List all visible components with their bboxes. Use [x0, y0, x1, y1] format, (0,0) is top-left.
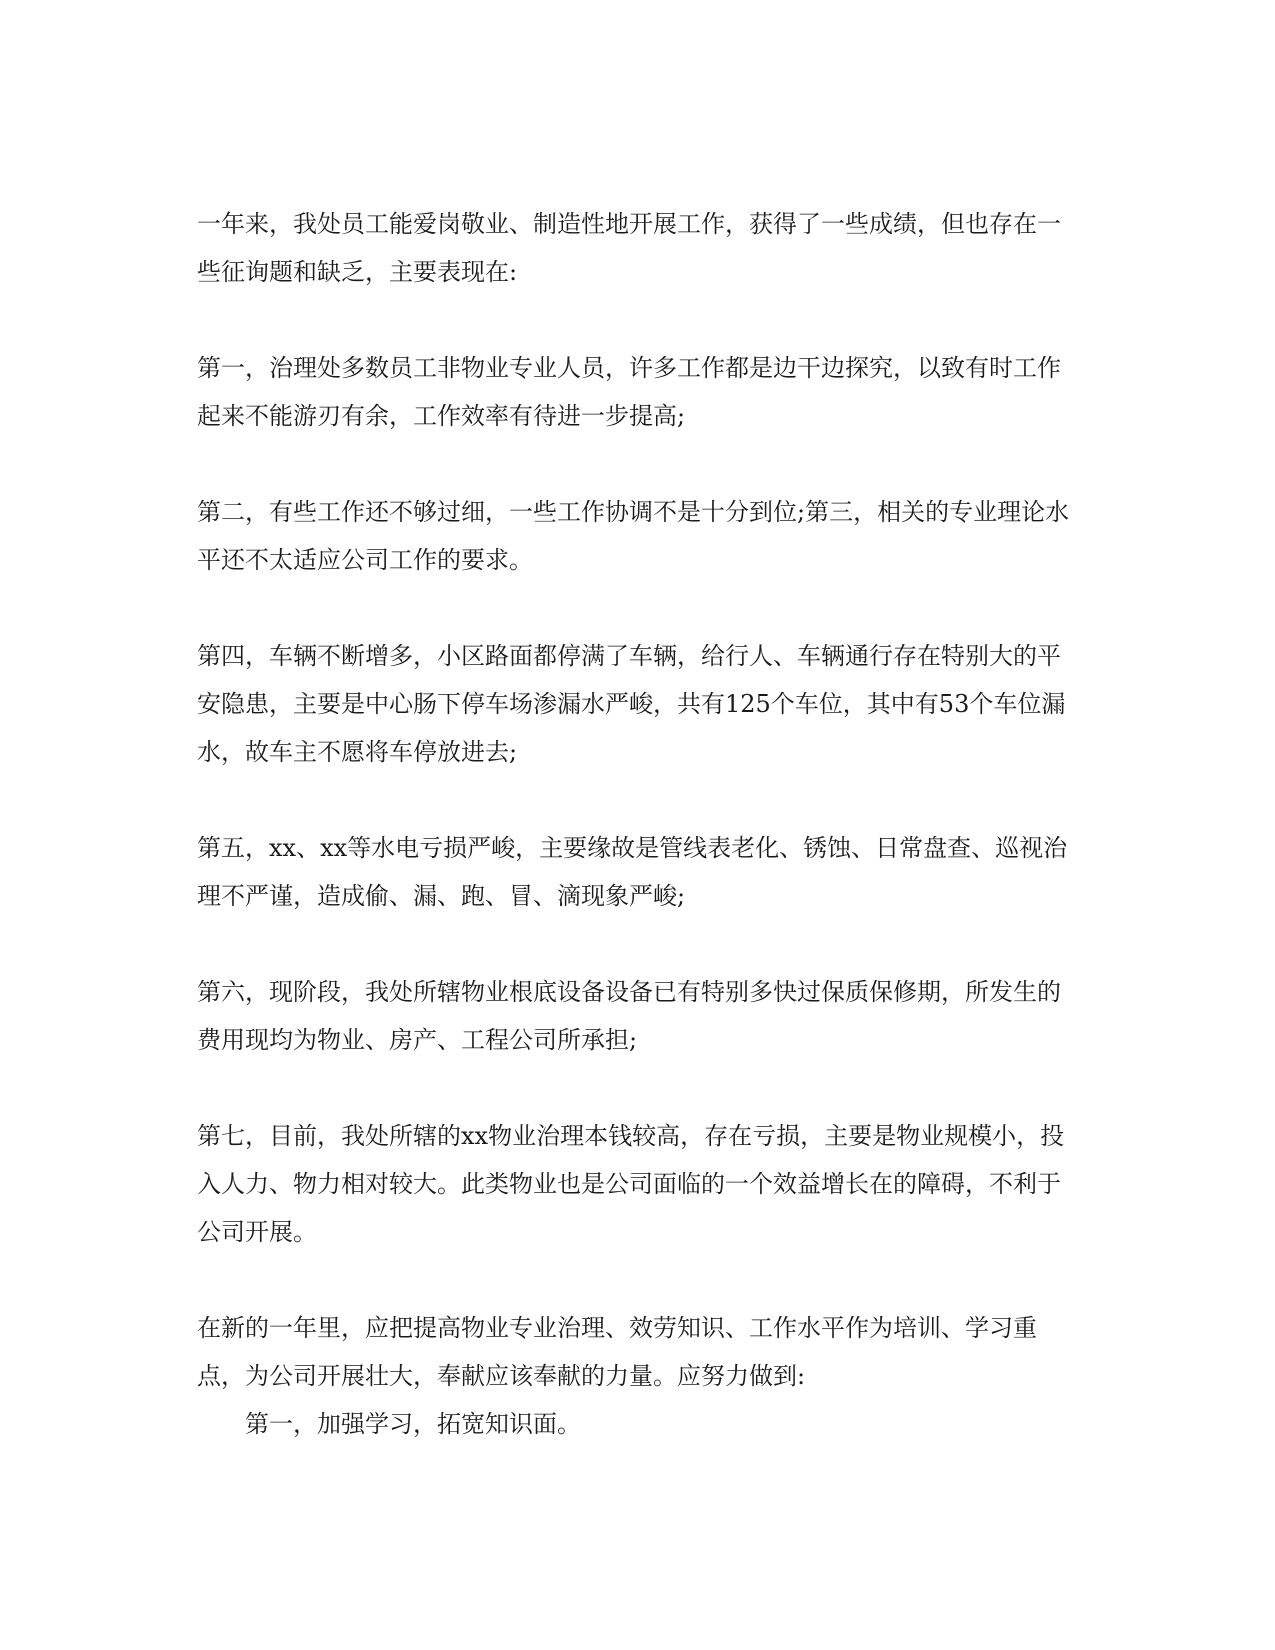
paragraph-issue-4: 第四，车辆不断增多，小区路面都停满了车辆，给行人、车辆通行存在特别大的平安隐患，主要是中心肠下停车场渗漏水严峻，共有125个车位，其中有53个车位漏水，故车主不愿将车停放进去; — [197, 642, 1066, 766]
paragraph-issue-6: 第六，现阶段，我处所辖物业根底设备设备已有特别多快过保质保修期，所发生的费用现均为物业、房产、工程公司所承担; — [197, 978, 1061, 1054]
paragraph-plan: 在新的一年里，应把提高物业专业治理、效劳知识、工作水平作为培训、学习重点，为公司开展壮大，奉献应该奉献的力量。应努力做到: — [197, 1314, 1037, 1390]
paragraph-intro: 一年来，我处员工能爱岗敬业、制造性地开展工作，获得了一些成绩，但也存在一些征询题和缺乏，主要表现在: — [197, 210, 1061, 286]
paragraph-issue-7: 第七，目前，我处所辖的xx物业治理本钱较高，存在亏损，主要是物业规模小，投入人力、物力相对较大。此类物业也是公司面临的一个效益增长在的障碍，不利于公司开展。 — [197, 1122, 1065, 1246]
document-body — [197, 200, 1077, 1448]
paragraph-issue-5: 第五，xx、xx等水电亏损严峻，主要缘故是管线表老化、锈蚀、日常盘查、巡视治理不严谨，造成偷、漏、跑、冒、滴现象严峻; — [197, 834, 1068, 910]
paragraph-issue-1: 第一，治理处多数员工非物业专业人员，许多工作都是边干边探究，以致有时工作起来不能游刃有余，工作效率有待进一步提高; — [197, 354, 1061, 430]
paragraph-plan-item-1: 第一，加强学习，拓宽知识面。 — [245, 1410, 581, 1438]
paragraph-issue-2-3: 第二，有些工作还不够过细，一些工作协调不是十分到位;第三，相关的专业理论水平还不太适应公司工作的要求。 — [197, 498, 1070, 574]
